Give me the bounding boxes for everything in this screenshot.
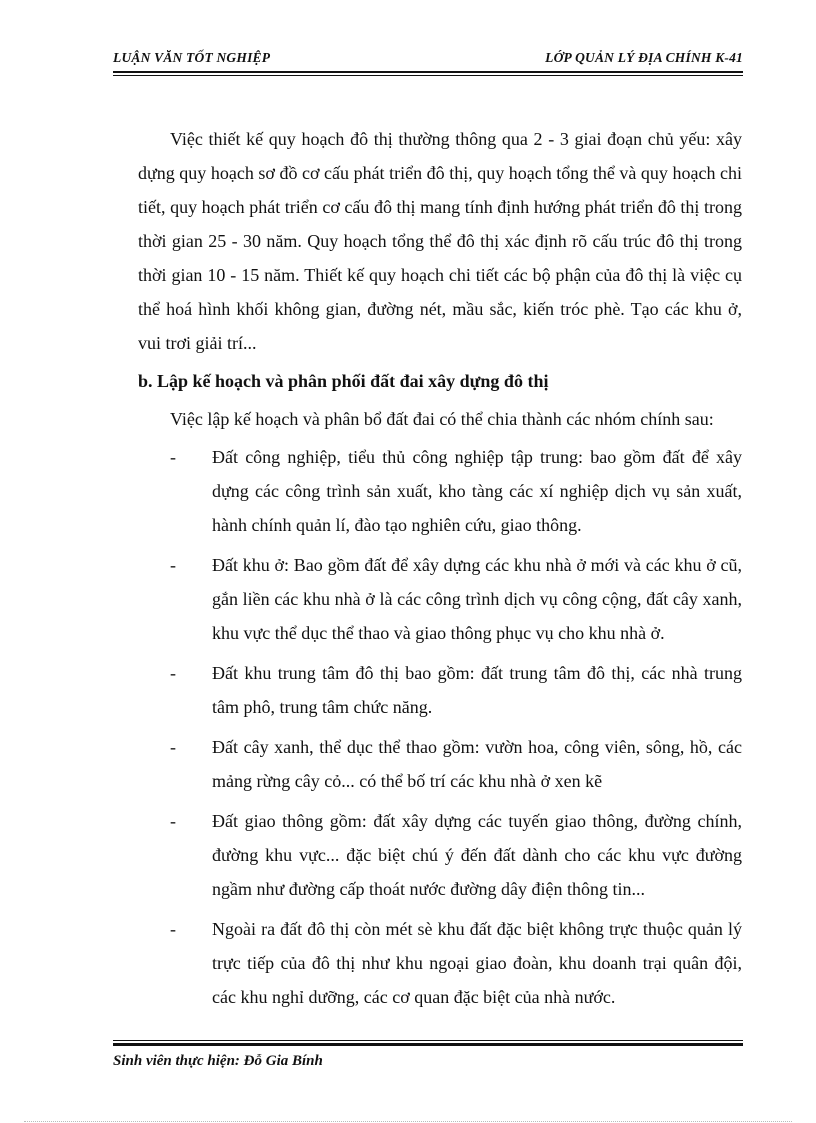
page-footer-author: Sinh viên thực hiện: Đỗ Gia Bính — [113, 1053, 323, 1069]
bullet-marker: - — [170, 663, 176, 683]
list-item-text: Ngoài ra đất đô thị còn mét sè khu đất đặc biệt không trực thuộc quản lý trực tiếp của đô thị như khu ngoại giao đoàn, khu doanh trại quân đội, các khu nghỉ dưỡng, các cơ quan đặc biệt của nhà nước. — [212, 919, 742, 1007]
footer-rule-thick — [113, 1043, 743, 1046]
document-body — [138, 122, 742, 1020]
list-item — [138, 804, 742, 906]
list-item — [138, 440, 742, 542]
bullet-marker: - — [170, 737, 176, 757]
list-item — [138, 548, 742, 650]
list-item-text: Đất khu ở: Bao gồm đất để xây dựng các khu nhà ở mới và các khu ở cũ, gắn liền các khu nhà ở là các công trình dịch vụ công cộng, đất cây xanh, khu vực thể dục thể thao và giao thông phục vụ cho khu nhà ở. — [212, 555, 742, 643]
header-rule-thick — [113, 71, 743, 73]
bullet-marker: - — [170, 919, 176, 939]
bullet-marker: - — [170, 811, 176, 831]
bullet-marker: - — [170, 447, 176, 467]
header-rule-thin — [113, 75, 743, 76]
land-category-list — [138, 440, 742, 1014]
list-item-text: Đất giao thông gồm: đất xây dựng các tuyến giao thông, đường chính, đường khu vực... đặc biệt chú ý đến đất dành cho các khu vực đường ngầm như đường cấp thoát nước đường dây điện thông tin... — [212, 811, 742, 899]
list-item-text: Đất công nghiệp, tiểu thủ công nghiệp tập trung: bao gồm đất để xây dựng các công trình sản xuất, kho tàng các xí nghiệp dịch vụ sản xuất, hành chính quản lí, đào tạo nghiên cứu, giao thông. — [212, 447, 742, 535]
page-header — [113, 50, 743, 70]
list-item — [138, 656, 742, 724]
section-heading: b. Lập kế hoạch và phân phối đất đai xây dựng đô thị — [138, 371, 549, 391]
paragraph-planning-stages: Việc thiết kế quy hoạch đô thị thường thông qua 2 - 3 giai đoạn chủ yếu: xây dựng quy hoạch sơ đồ cơ cấu phát triển đô thị, quy hoạch tổng thể và quy hoạch chi tiết, quy hoạch phát triển cơ cấu đô thị mang tính định hướng phát triển đô thị trong thời gian 25 - 30 năm. Quy hoạch tổng thể đô thị xác định rõ cấu trúc đô thị trong thời gian 10 - 15 năm. Thiết kế quy hoạch chi tiết các bộ phận của đô thị là việc cụ thể hoá hình khối không gian, đường nét, mầu sắc, kiến tróc phè. Tạo các khu ở, vui trơi giải trí... — [138, 129, 742, 353]
header-thesis-title: LUẬN VĂN TỐT NGHIỆP — [113, 50, 271, 65]
header-class-name: LỚP QUẢN LÝ ĐỊA CHÍNH K-41 — [545, 50, 743, 65]
list-item-text: Đất khu trung tâm đô thị bao gồm: đất trung tâm đô thị, các nhà trung tâm phô, trung tâm chức năng. — [212, 663, 742, 717]
list-item — [138, 730, 742, 798]
bullet-marker: - — [170, 555, 176, 575]
section-intro: Việc lập kế hoạch và phân bổ đất đai có thể chia thành các nhóm chính sau: — [170, 409, 714, 429]
list-item-text: Đất cây xanh, thể dục thể thao gồm: vườn hoa, công viên, sông, hồ, các mảng rừng cây cỏ... có thể bố trí các khu nhà ở xen kẽ — [212, 737, 742, 791]
footer-rule-thin — [113, 1040, 743, 1041]
list-item — [138, 912, 742, 1014]
